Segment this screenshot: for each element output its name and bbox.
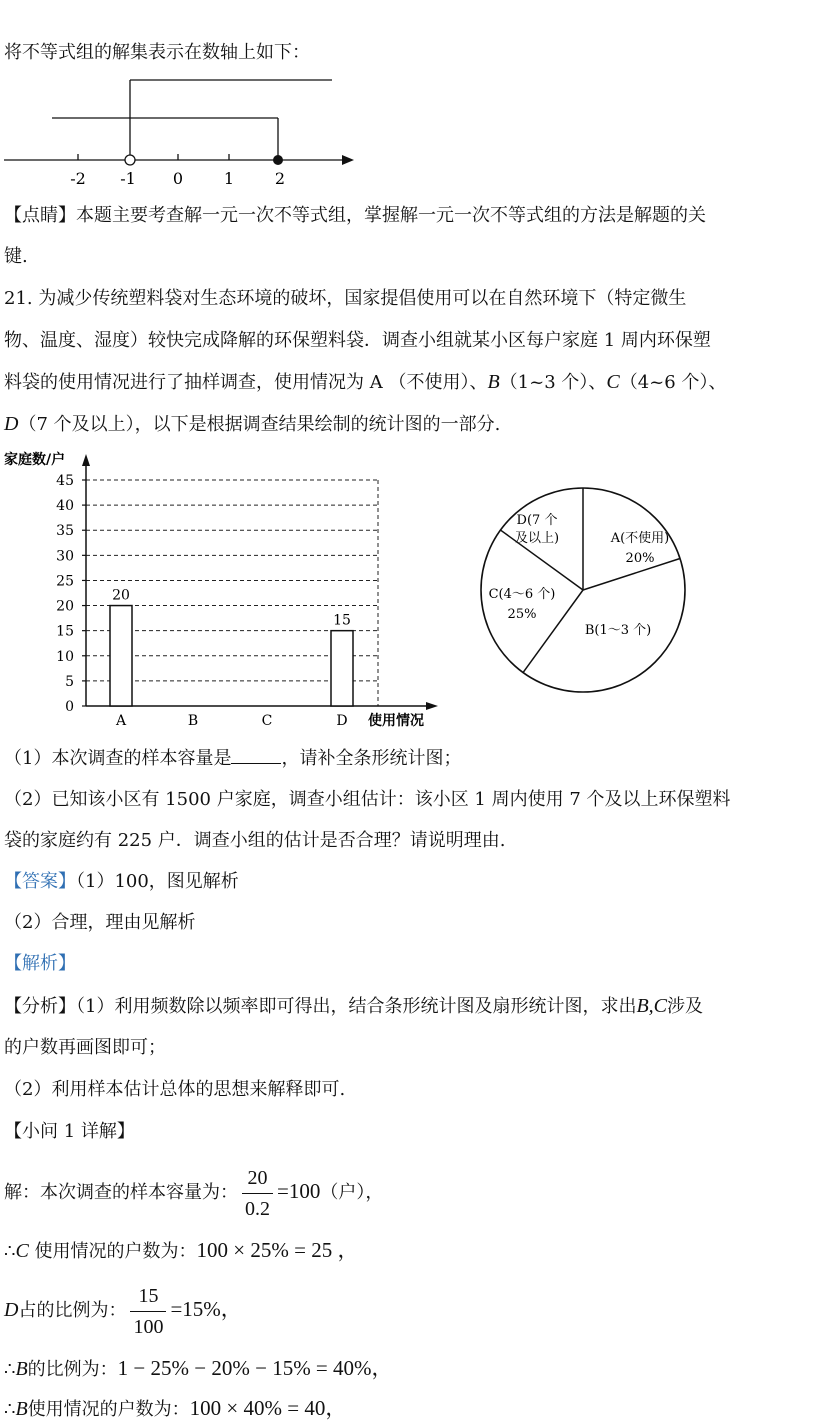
sub-question-1: （1）本次调查的样本容量是 ，请补全条形统计图； xyxy=(4,748,462,769)
solution-line-4: ∴B的比例为：1 − 25% − 20% − 15% = 40%， xyxy=(4,1356,393,1380)
bar-chart xyxy=(0,448,445,738)
xiaowen-heading: 【小问 1 详解】 xyxy=(4,1121,135,1142)
dianjing-line1: 【点睛】本题主要考查解一元一次不等式组，掌握解一元一次不等式组的方法是解题的关 xyxy=(4,205,706,226)
y-axis-arrow xyxy=(82,454,90,466)
number-line xyxy=(0,70,370,195)
y-tick-label: 25 xyxy=(56,573,74,590)
q21-line4: D（7 个及以上），以下是根据调查结果绘制的统计图的一部分. xyxy=(4,413,501,435)
y-tick-label: 45 xyxy=(56,473,74,489)
y-tick-label: 0 xyxy=(65,699,74,715)
y-axis-label: 家庭数/户 xyxy=(4,452,66,468)
q21-line1: 21. 为减少传统塑料袋对生态环境的破坏，国家提倡使用可以在自然环境下（特定微生 xyxy=(4,288,687,309)
sub-question-2-line2: 袋的家庭约有 225 户．调查小组的估计是否合理？请说明理由. xyxy=(4,830,506,851)
tick-label: -1 xyxy=(120,169,136,188)
q21-line3: 料袋的使用情况进行了抽样调查，使用情况为 A （不使用）、B（1~3 个）、C（4~6 个）、 xyxy=(4,371,727,393)
sub-question-2-line1: （2）已知该小区有 1500 户家庭，调查小组估计：该小区 1 周内使用 7 个及以上环保塑料 xyxy=(4,789,731,810)
y-tick-label: 10 xyxy=(56,648,74,665)
q21-line2: 物、温度、湿度）较快完成降解的环保塑料袋．调查小组就某小区每户家庭 1 周内环保塑 xyxy=(4,330,711,351)
pie-slice-label: 及以上) xyxy=(514,531,560,546)
x-tick-label: D xyxy=(336,713,348,729)
bar xyxy=(110,606,132,706)
pie-slice-label: C(4～6 个) xyxy=(488,587,556,602)
y-tick-label: 20 xyxy=(56,598,74,615)
x-tick-label: B xyxy=(187,713,199,729)
solution-line-2: ∴C 使用情况的户数为：100 × 25% = 25 ， xyxy=(4,1238,359,1262)
answer-line: 【答案】（1）100，图见解析 xyxy=(4,871,239,892)
y-tick-label: 15 xyxy=(56,623,74,640)
x-axis-arrow xyxy=(426,702,438,710)
y-tick-label: 5 xyxy=(65,673,74,690)
x-axis-label: 使用情况 xyxy=(368,713,424,729)
pie-slice-label: B(1～3 个) xyxy=(584,623,652,638)
jiexi-heading: 【解析】 xyxy=(4,953,76,974)
tick-label: 1 xyxy=(223,169,235,188)
solution-line-3: D占的比例为： $\frac{15}{100}$ =15%， xyxy=(4,1278,242,1342)
tick-label: -2 xyxy=(70,169,86,188)
y-tick-label: 30 xyxy=(56,548,74,565)
solution-line-5: ∴B使用情况的户数为：100 × 40% = 40， xyxy=(4,1396,347,1420)
bar-value-label: 20 xyxy=(112,587,130,604)
y-tick-label: 40 xyxy=(56,498,74,515)
tick-label: 2 xyxy=(274,169,286,188)
x-tick-label: C xyxy=(261,713,273,729)
pie-slice-label: D(7 个 xyxy=(516,513,558,528)
fraction: $\frac{15}{100}$ xyxy=(130,1281,166,1342)
pie-slice-label: 25% xyxy=(507,607,537,622)
pie-slice-label: A(不使用) xyxy=(610,531,670,546)
solution-line-1: 解：本次调查的样本容量为： $\frac{20}{0.2}$ =100（户）， xyxy=(4,1160,383,1224)
y-tick-label: 35 xyxy=(56,523,74,540)
fenxi-line2: 的户数再画图即可； xyxy=(4,1037,166,1058)
fraction: $\frac{20}{0.2}$ xyxy=(242,1163,273,1224)
x-tick-label: A xyxy=(115,713,127,729)
dianjing-line2: 键. xyxy=(4,246,28,267)
pie-chart xyxy=(470,478,695,698)
answer-line-2: （2）合理，理由见解析 xyxy=(4,912,196,933)
intro-text: 将不等式组的解集表示在数轴上如下： xyxy=(4,42,310,63)
bar-value-label: 15 xyxy=(333,612,351,629)
pie-slice-label: 20% xyxy=(625,551,655,566)
bar xyxy=(331,631,353,706)
answer-blank xyxy=(231,747,281,764)
fenxi-line3: （2）利用样本估计总体的思想来解释即可. xyxy=(4,1079,346,1100)
tick-label: 0 xyxy=(172,169,184,188)
fenxi-line1: 【分析】（1）利用频数除以频率即可得出，结合条形统计图及扇形统计图，求出B,C涉及 xyxy=(4,995,704,1017)
